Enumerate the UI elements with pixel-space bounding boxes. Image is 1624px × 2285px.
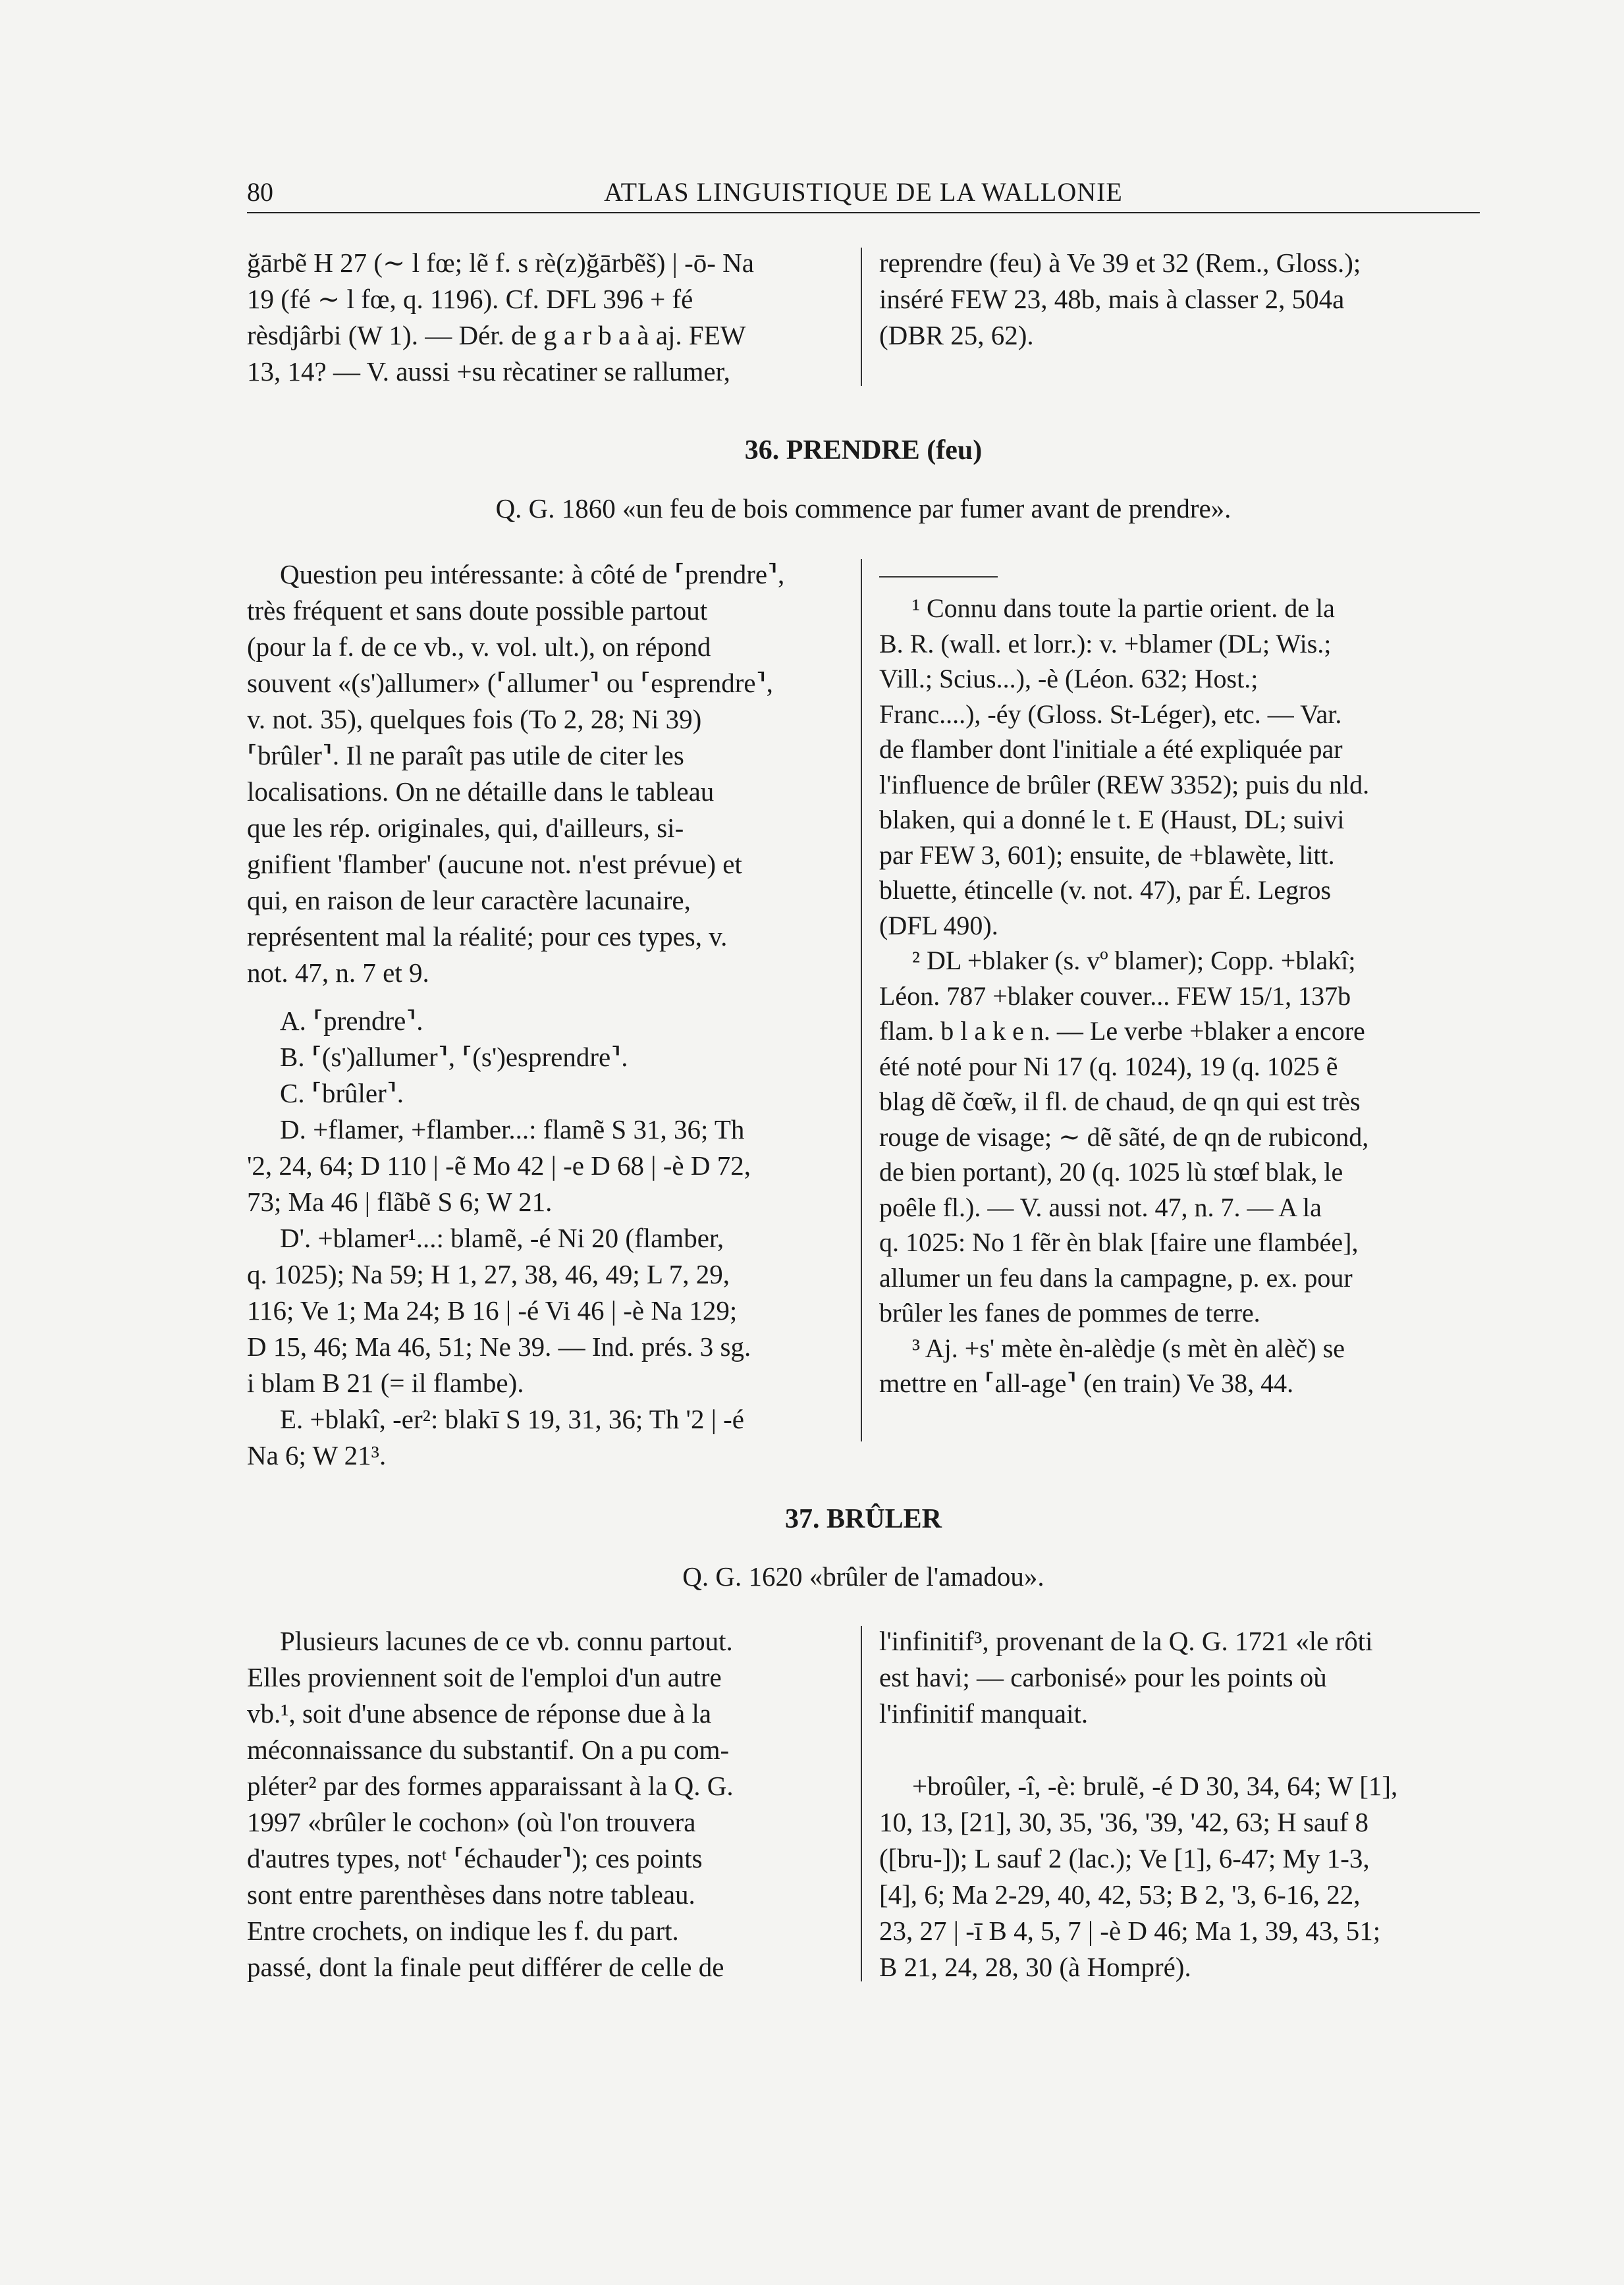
text-line: not. 47, n. 7 et 9. xyxy=(247,957,429,988)
footnote-line: par FEW 3, 601); ensuite, de +blawète, litt. xyxy=(879,840,1335,870)
column-rule xyxy=(861,248,862,386)
footnote-line: mettre en ⸢all-age⸣ (en train) Ve 38, 44. xyxy=(879,1368,1294,1398)
footnote-line: été noté pour Ni 17 (q. 1024), 19 (q. 1025 ẽ xyxy=(879,1051,1338,1081)
text-line: est havi; — carbonisé» pour les points où xyxy=(879,1662,1327,1692)
text-line: gnifient 'flamber' (aucune not. n'est prévue) et xyxy=(247,849,742,879)
footnote-line: (DFL 490). xyxy=(879,910,998,940)
text-line: pléter² par des formes apparaissant à la Q. G. xyxy=(247,1771,734,1801)
text-line: (DBR 25, 62). xyxy=(879,320,1034,350)
column-rule xyxy=(861,559,862,1441)
list-line: B. ⸢(s')allumer⸣, ⸢(s')esprendre⸣. xyxy=(280,1042,628,1072)
footnote-line: Léon. 787 +blaker couver... FEW 15/1, 137b xyxy=(879,981,1351,1011)
list-line: D. +flamer, +flamber...: flamẽ S 31, 36; Th xyxy=(280,1114,745,1144)
text-line: Entre crochets, on indique les f. du part. xyxy=(247,1916,679,1946)
footnote-line: Franc....), -éy (Gloss. St-Léger), etc. — Var. xyxy=(879,699,1342,729)
footnote-rule xyxy=(879,576,998,578)
footnote-line: allumer un feu dans la campagne, p. ex. pour xyxy=(879,1262,1353,1293)
footnote-line: bluette, étincelle (v. not. 47), par É. Legros xyxy=(879,875,1332,905)
section-37-title: 37. BRÛLER xyxy=(784,1504,942,1534)
text-line: Elles proviennent soit de l'emploi d'un autre xyxy=(247,1662,722,1692)
section-37-question: Q. G. 1620 «brûler de l'amadou». xyxy=(682,1561,1044,1592)
text-line: l'infinitif³, provenant de la Q. G. 1721 «le rôti xyxy=(879,1626,1373,1656)
text-line: méconnaissance du substantif. On a pu com- xyxy=(247,1734,730,1765)
footnote-line: Vill.; Scius...), -è (Léon. 632; Host.; xyxy=(879,664,1259,693)
footnote-line: flam. b l a k e n. — Le verbe +blaker a encore xyxy=(879,1016,1365,1046)
list-line: C. ⸢brûler⸣. xyxy=(280,1078,404,1108)
text-line: rèsdjârbi (W 1). — Dér. de g a r b a à aj. FEW xyxy=(247,320,746,350)
text-line: passé, dont la finale peut différer de celle de xyxy=(247,1952,724,1982)
text-line: souvent «(s')allumer» (⸢allumer⸣ ou ⸢esprendre⸣, xyxy=(247,668,773,698)
text-line: Plusieurs lacunes de ce vb. connu partout. xyxy=(280,1626,733,1656)
footnote-line: brûler les fanes de pommes de terre. xyxy=(879,1298,1260,1328)
list-line: E. +blakî, -er²: blakī S 19, 31, 36; Th '2 | -é xyxy=(280,1404,745,1434)
top-left-column xyxy=(247,245,843,390)
entry-line: [4], 6; Ma 2-29, 40, 42, 53; B 2, '3, 6-16, 22, xyxy=(879,1879,1361,1910)
footnote-line: blag dẽ čœ̃w, il fl. de chaud, de qn qui est très xyxy=(879,1087,1361,1116)
entry-line: 10, 13, [21], 30, 35, '36, '39, '42, 63; H sauf 8 xyxy=(879,1807,1369,1837)
text-line: localisations. On ne détaille dans le tableau xyxy=(247,776,715,807)
text-line: v. not. 35), quelques fois (To 2, 28; Ni 39) xyxy=(247,704,702,734)
footnote-line: poêle fl.). — V. aussi not. 47, n. 7. — A la xyxy=(879,1192,1322,1222)
text-line: vb.¹, soit d'une absence de réponse due à la xyxy=(247,1698,712,1729)
entry-line: ([bru-]); L sauf 2 (lac.); Ve [1], 6-47; My 1-3, xyxy=(879,1843,1370,1873)
section-37-body xyxy=(247,1623,1480,1992)
text-line: que les rép. originales, qui, d'ailleurs, si- xyxy=(247,813,684,843)
text-line: 13, 14? — V. aussi +su rècatiner se rallumer, xyxy=(247,356,730,387)
list-line: Na 6; W 21³. xyxy=(247,1440,387,1470)
text-line: très fréquent et sans doute possible partout xyxy=(247,595,708,626)
section-36-body xyxy=(247,556,1480,1470)
footnote-line: de flamber dont l'initiale a été expliquée par xyxy=(879,734,1343,764)
text-line: 19 (fé ∼ l fœ, q. 1196). Cf. DFL 396 + fé xyxy=(247,284,693,314)
running-title: ATLAS LINGUISTIQUE DE LA WALLONIE xyxy=(604,177,1123,207)
text-line: 1997 «brûler le cochon» (où l'on trouvera xyxy=(247,1807,696,1837)
footnote-line: rouge de visage; ∼ dẽ sãté, de qn de rubicond, xyxy=(879,1121,1369,1152)
list-line: i blam B 21 (= il flambe). xyxy=(247,1368,524,1398)
footnote-line: blaken, qui a donné le t. E (Haust, DL; suivi xyxy=(879,805,1345,834)
text-line: inséré FEW 23, 48b, mais à classer 2, 504a xyxy=(879,284,1345,314)
entry-line: 23, 27 | -ī B 4, 5, 7 | -è D 46; Ma 1, 39, 43, 51; xyxy=(879,1916,1381,1946)
entry-line: B 21, 24, 28, 30 (à Hompré). xyxy=(879,1952,1191,1982)
text-line: d'autres types, notᵗ ⸢échauder⸣); ces points xyxy=(247,1843,703,1873)
list-line: q. 1025); Na 59; H 1, 27, 38, 46, 49; L 7, 29, xyxy=(247,1259,730,1289)
section-36-question: Q. G. 1860 «un feu de bois commence par fumer avant de prendre». xyxy=(495,493,1232,524)
section-36-footnotes xyxy=(879,556,1480,1401)
footnote-line: de bien portant), 20 (q. 1025 lù stœf blak, le xyxy=(879,1157,1343,1187)
section-36-title: 36. PRENDRE (feu) xyxy=(744,435,983,466)
section-37-left-column xyxy=(247,1623,843,1985)
column-rule xyxy=(861,1626,862,1981)
list-line: '2, 24, 64; D 110 | -ẽ Mo 42 | -e D 68 | -è D 72, xyxy=(247,1150,751,1181)
page-number: 80 xyxy=(247,177,273,207)
top-continuation xyxy=(247,245,1480,429)
text-line: ⸢brûler⸣. Il ne paraît pas utile de citer les xyxy=(247,740,684,770)
text-line: Question peu intéressante: à côté de ⸢prendre⸣, xyxy=(280,559,785,589)
footnote-line: ² DL +blaker (s. vº blamer); Copp. +blakî; xyxy=(912,946,1356,975)
entry-line: +broûler, -î, -è: brulẽ, -é D 30, 34, 64; W [1], xyxy=(912,1771,1398,1801)
list-line: D'. +blamer¹...: blamẽ, -é Ni 20 (flamber, xyxy=(280,1223,724,1253)
text-line: sont entre parenthèses dans notre tableau. xyxy=(247,1879,695,1910)
text-line: représentent mal la réalité; pour ces types, v. xyxy=(247,921,728,952)
footnote-line: ¹ Connu dans toute la partie orient. de la xyxy=(912,593,1335,623)
footnote-line: B. R. (wall. et lorr.): v. +blamer (DL; Wis.; xyxy=(879,628,1332,659)
footnote-line: q. 1025: No 1 fẽr èn blak [faire une flambée], xyxy=(879,1227,1359,1257)
text-line: l'infinitif manquait. xyxy=(879,1698,1089,1729)
section-36-left-column xyxy=(247,556,843,1474)
footnote-line: ³ Aj. +s' mète èn-alèdje (s mèt èn alèč) se xyxy=(912,1333,1345,1363)
section-37-right-column xyxy=(879,1623,1480,1985)
text-line: reprendre (feu) à Ve 39 et 32 (Rem., Gloss.); xyxy=(879,248,1361,278)
top-right-column xyxy=(879,245,1480,354)
text-line: (pour la f. de ce vb., v. vol. ult.), on répond xyxy=(247,632,711,662)
list-line: 116; Ve 1; Ma 24; B 16 | -é Vi 46 | -è Na 129; xyxy=(247,1295,738,1326)
page-header xyxy=(247,173,1480,213)
list-line: A. ⸢prendre⸣. xyxy=(280,1006,423,1036)
footnote-line: l'influence de brûler (REW 3352); puis du nld. xyxy=(879,769,1370,799)
list-line: 73; Ma 46 | flãbẽ S 6; W 21. xyxy=(247,1187,553,1217)
text-line: qui, en raison de leur caractère lacunaire, xyxy=(247,885,691,915)
text-line: ğārbẽ H 27 (∼ l fœ; lẽ f. s rè(z)ğārbẽš) | -ō- Na xyxy=(247,248,754,278)
list-line: D 15, 46; Ma 46, 51; Ne 39. — Ind. prés. 3 sg. xyxy=(247,1331,751,1362)
